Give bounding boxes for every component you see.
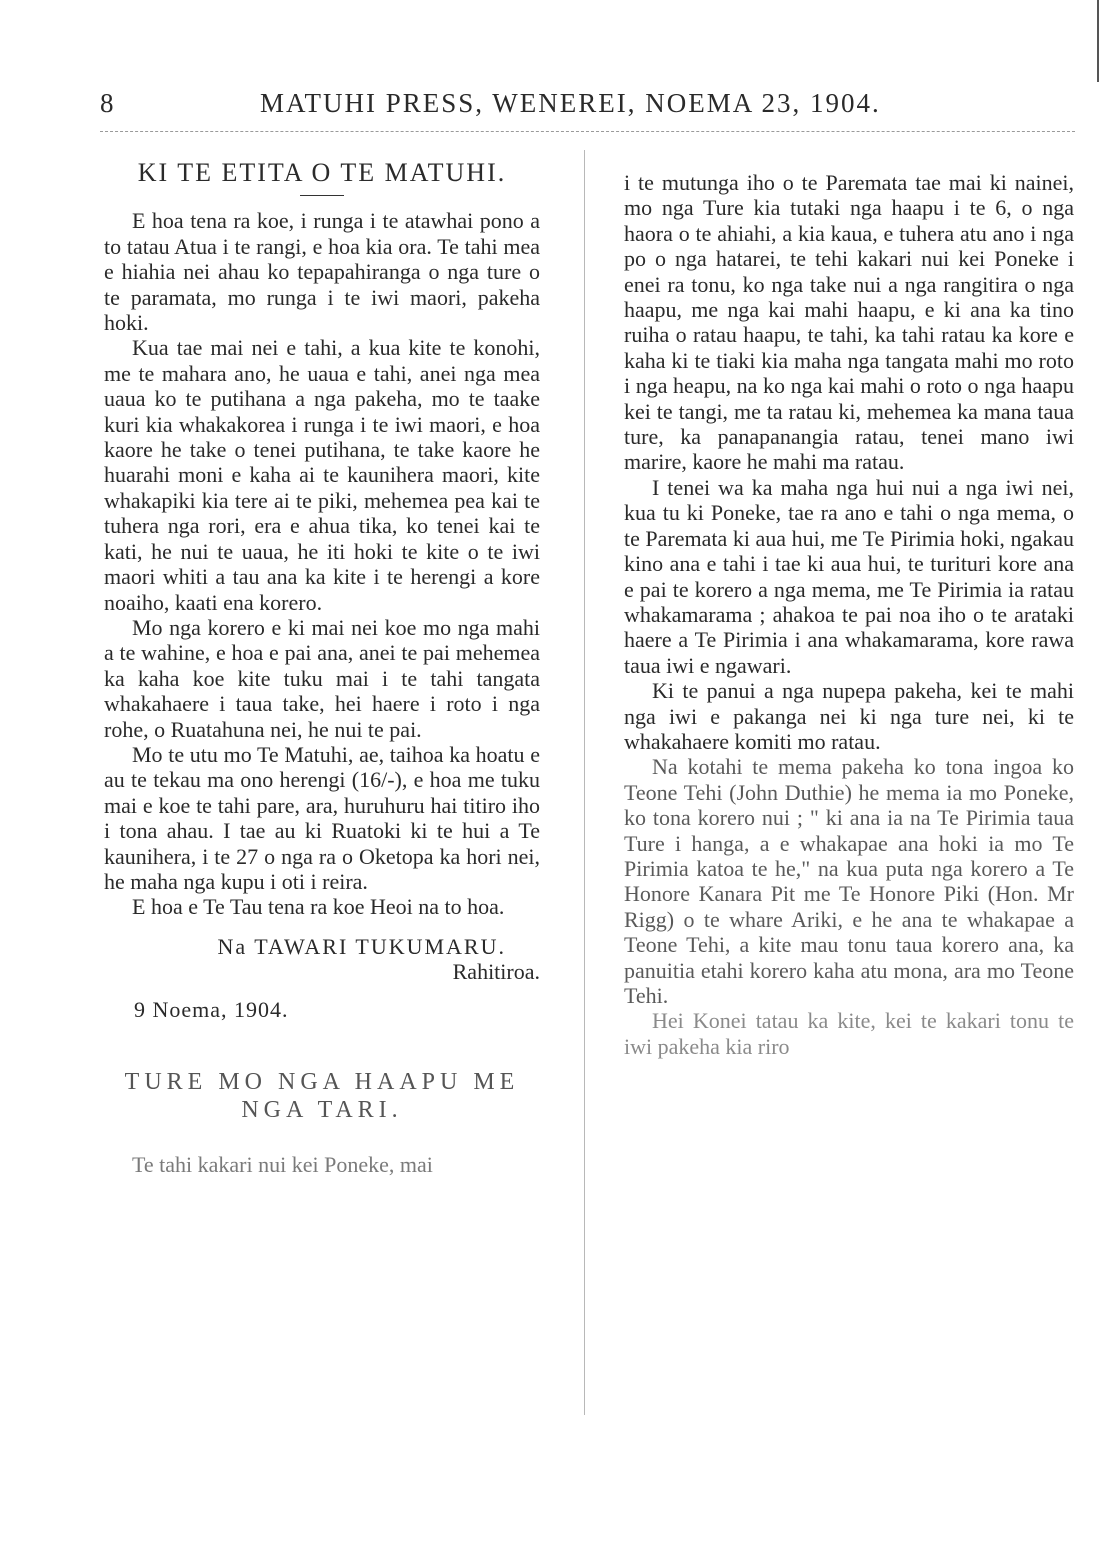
article-continuation: i te mutunga iho o te Paremata tae mai ki nainei, mo nga Ture kia tutaki nga haapu i te 6, o nga haora o te ahiahi, a kia kaua, e tuhera atu ano i nga po o nga hatarei, te tehi kakari nui kei Poneke i enei ra tonu, ko nga take nui a nga rangitira o nga haapu, me nga kai mahi haapu, e ki ana ka tino ruiha o ratau haapu, te tahi, ka tahi ratau ka kore e kaha ki te tiaki kia maha nga tangata mahi mo roto i nga heapu, na ko nga kai mahi o roto o nga haapu kei te tangi, me ta ratau ki, mehemea ka mana taua ture, ka panapanangia ratau, tenei mano iwi marire, kaore he mahi ma ratau. <box>624 170 1074 475</box>
letter-paragraph: Mo nga korero e ki mai nei koe mo nga mahi a te wahine, e hoa e pai ana, anei te pai mehemea ka kaha koe kite tuku mai i te tahi tangata whakahaere i taua take, hei haere i roto i nga rohe, o Ruatahuna nei, he nui te pai. <box>104 614 540 742</box>
scan-edge-line <box>1097 0 1099 82</box>
masthead: MATUHI PRESS, WENEREI, NOEMA 23, 1904. <box>260 88 881 118</box>
page-header <box>100 88 1000 128</box>
article-opening: Te tahi kakari nui kei Poneke, mai <box>132 1152 433 1177</box>
article-paragraph: Na kotahi te mema pakeha ko tona ingoa ko Teone Tehi (John Duthie) he mema ia mo Poneke, ko tona korero nui ; " ki ana ia na Te Pirimia taua Ture i hanga, a e whakapae ana hoki ia mo Te Pirimia katoa te he," na kua puta nga korero a Te Honore Kanara Pit me Te Honore Piki (Hon. Mr Rigg) o te whare Ariki, e he ana te whakapae a Teone Tehi, a kite mau tonu taua korero ana, ka panuitia etahi korero kaha atu mona, ara mo Teone Tehi. <box>624 754 1074 1008</box>
article-title: TURE MO NGA HAAPU ME NGA TARI. <box>124 1069 520 1123</box>
page-number: 8 <box>100 88 116 118</box>
signature-place: Rahitiroa. <box>452 959 540 985</box>
letter-paragraph: Kua tae mai nei e tahi, a kua kite te konohi, me te mahara ano, he uaua e tahi, anei nga mea uaua ko te putihana a nga pakeha, mo te taake kuri kia whakakorea i runga i te iwi maori, e hoa kaore he take o tenei putihana, te take kaore he huarahi moni e kaha ai te kaunihera maori, kite whakapiki kia tere ai te piki, mehemea pea kai te tuhera nga rori, era e ahua tika, ko tenei kai te kati, he nui te uaua, he iti hoki te kite o te iwi maori whiti a tau ana ka kite i te herengi a kore noaiho, kaati ena korero. <box>104 335 540 615</box>
article-paragraph: I tenei wa ka maha nga hui nui a nga iwi nei, kua tu ki Poneke, tae ra ano e tahi o nga mema, o te Paremata ki aua hui, me Te Pirimia hoki, ngakau kino ana e tahi i tae ki aua hui, te turituri kore ana e pai te korero a nga mema, me Te Pirimia ia ratau whakamarama ; ahakoa te pai noa iho o te arataki haere a Te Pirimia i ana whakamarama, kore rawa taua iwi e ngawari. <box>624 474 1074 678</box>
letter-paragraph: E hoa tena ra koe, i runga i te atawhai pono a to tatau Atua i te rangi, e hoa kia ora. Te tahi mea e hiahia nei ahau ko tepapahiranga o nga ture o te paramata, mo runga i te iwi maori, pakeha hoki. <box>104 208 540 336</box>
header-divider <box>100 131 1075 132</box>
column-divider <box>584 150 585 1415</box>
letter-date: 9 Noema, 1904. <box>134 996 289 1022</box>
signature-name: Na TAWARI TUKUMARU. <box>217 933 506 959</box>
article-paragraph: Hei Konei tatau ka kite, kei te kakari tonu te iwi pakeha kia riro <box>624 1008 1074 1059</box>
left-column <box>104 160 540 1177</box>
letter-title: KI TE ETITA O TE MATUHI. <box>137 158 507 187</box>
article-paragraph: Ki te panui a nga nupepa pakeha, kei te mahi nga iwi e pakanga nei ki nga ture nei, ki te whakahaere komiti mo ratau. <box>624 678 1074 754</box>
letter-paragraph: Mo te utu mo Te Matuhi, ae, taihoa ka hoatu e au te tekau ma ono herengi (16/-), e hoa me tuku mai e koe te tahi pare, ara, huruhuru hai titiro iho i tona ahau. I tae au ki Ruatoki ki te hui a Te kaunihera, i te 27 o nga ra o Oketopa ka hori nei, he maha nga kupu i oti i reira. <box>104 741 540 894</box>
right-column <box>624 170 1074 1059</box>
title-rule <box>300 195 344 196</box>
letter-paragraph: E hoa e Te Tau tena ra koe Heoi na to hoa. <box>132 894 505 920</box>
